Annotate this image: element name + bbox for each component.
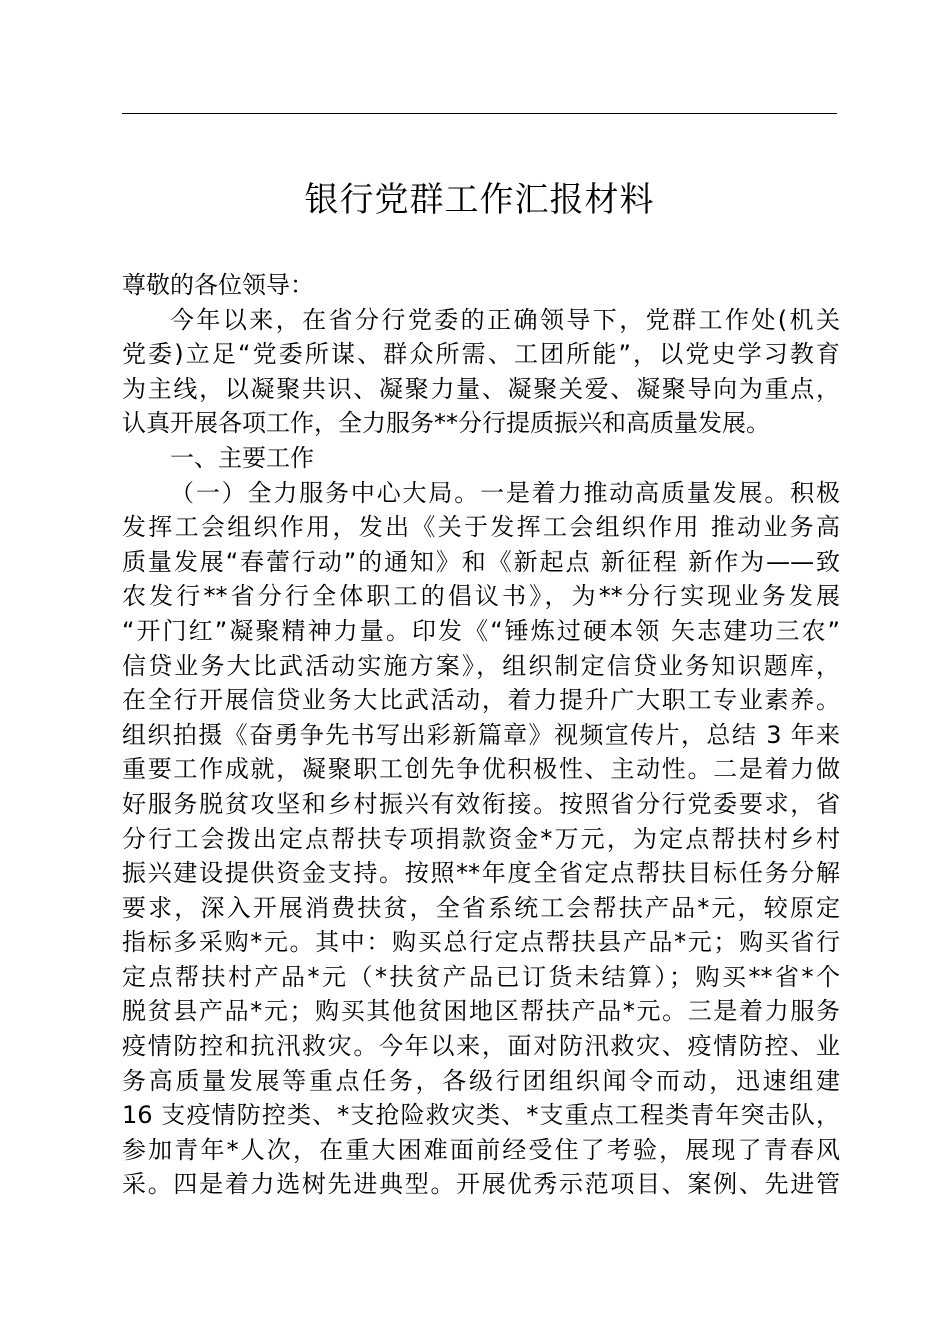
paragraph-line: 为主线，以凝聚共识、凝聚力量、凝聚关爱、凝聚导向为重点， bbox=[122, 374, 840, 403]
paragraph-line: 信贷业务大比武活动实施方案》，组织制定信贷业务知识题库， bbox=[122, 651, 840, 680]
paragraph-line: 党委)立足“党委所谋、群众所需、工团所能”，以党史学习教育 bbox=[122, 340, 840, 369]
paragraph-line: 重要工作成就，凝聚职工创先争优积极性、主动性。二是着力做 bbox=[122, 755, 840, 784]
paragraph-line: 质量发展“春蕾行动”的通知》和《新起点 新征程 新作为——致 bbox=[122, 547, 840, 576]
paragraph-line: （一）全力服务中心大局。一是着力推动高质量发展。积极 bbox=[170, 478, 840, 507]
salutation-line: 尊敬的各位领导： bbox=[122, 271, 314, 299]
section-heading: 一、主要工作 bbox=[170, 443, 314, 472]
paragraph-line: 组织拍摄《奋勇争先书写出彩新篇章》视频宣传片，总结 3 年来 bbox=[122, 720, 840, 749]
paragraph-line: 指标多采购*元。其中：购买总行定点帮扶县产品*元；购买省行 bbox=[122, 928, 840, 957]
paragraph-line: 采。四是着力选树先进典型。开展优秀示范项目、案例、先进管 bbox=[122, 1170, 840, 1199]
header-rule bbox=[122, 113, 837, 114]
paragraph-line: 今年以来，在省分行党委的正确领导下，党群工作处(机关 bbox=[170, 305, 840, 334]
paragraph-line: 要求，深入开展消费扶贫，全省系统工会帮扶产品*元，较原定 bbox=[122, 893, 840, 922]
paragraph-line: 疫情防控和抗汛救灾。今年以来，面对防汛救灾、疫情防控、业 bbox=[122, 1032, 840, 1061]
paragraph-line: 参加青年*人次，在重大困难面前经受住了考验，展现了青春风 bbox=[122, 1135, 840, 1164]
paragraph-line: 脱贫县产品*元；购买其他贫困地区帮扶产品*元。三是着力服务 bbox=[122, 997, 840, 1026]
paragraph-line: 振兴建设提供资金支持。按照**年度全省定点帮扶目标任务分解 bbox=[122, 859, 840, 888]
paragraph-line: 农发行**省分行全体职工的倡议书》，为**分行实现业务发展 bbox=[122, 582, 840, 611]
paragraph-line: 务高质量发展等重点任务，各级行团组织闻令而动，迅速组建 bbox=[122, 1066, 840, 1095]
document-body bbox=[122, 268, 840, 1202]
paragraph-line: 发挥工会组织作用，发出《关于发挥工会组织作用 推动业务高 bbox=[122, 513, 840, 542]
paragraph-line: “开门红”凝聚精神力量。印发《“锤炼过硬本领 矢志建功三农” bbox=[122, 616, 840, 645]
paragraph-line: 定点帮扶村产品*元（*扶贫产品已订货未结算）；购买**省*个 bbox=[122, 962, 840, 991]
document-title: 银行党群工作汇报材料 bbox=[304, 180, 655, 220]
paragraph-line: 在全行开展信贷业务大比武活动，着力提升广大职工专业素养。 bbox=[122, 686, 840, 715]
paragraph-line: 好服务脱贫攻坚和乡村振兴有效衔接。按照省分行党委要求，省 bbox=[122, 789, 840, 818]
paragraph-line: 16 支疫情防控类、*支抢险救灾类、*支重点工程类青年突击队， bbox=[122, 1101, 840, 1130]
paragraph-line: 认真开展各项工作，全力服务**分行提质振兴和高质量发展。 bbox=[122, 409, 770, 438]
paragraph-line: 分行工会拨出定点帮扶专项捐款资金*万元，为定点帮扶村乡村 bbox=[122, 824, 840, 853]
